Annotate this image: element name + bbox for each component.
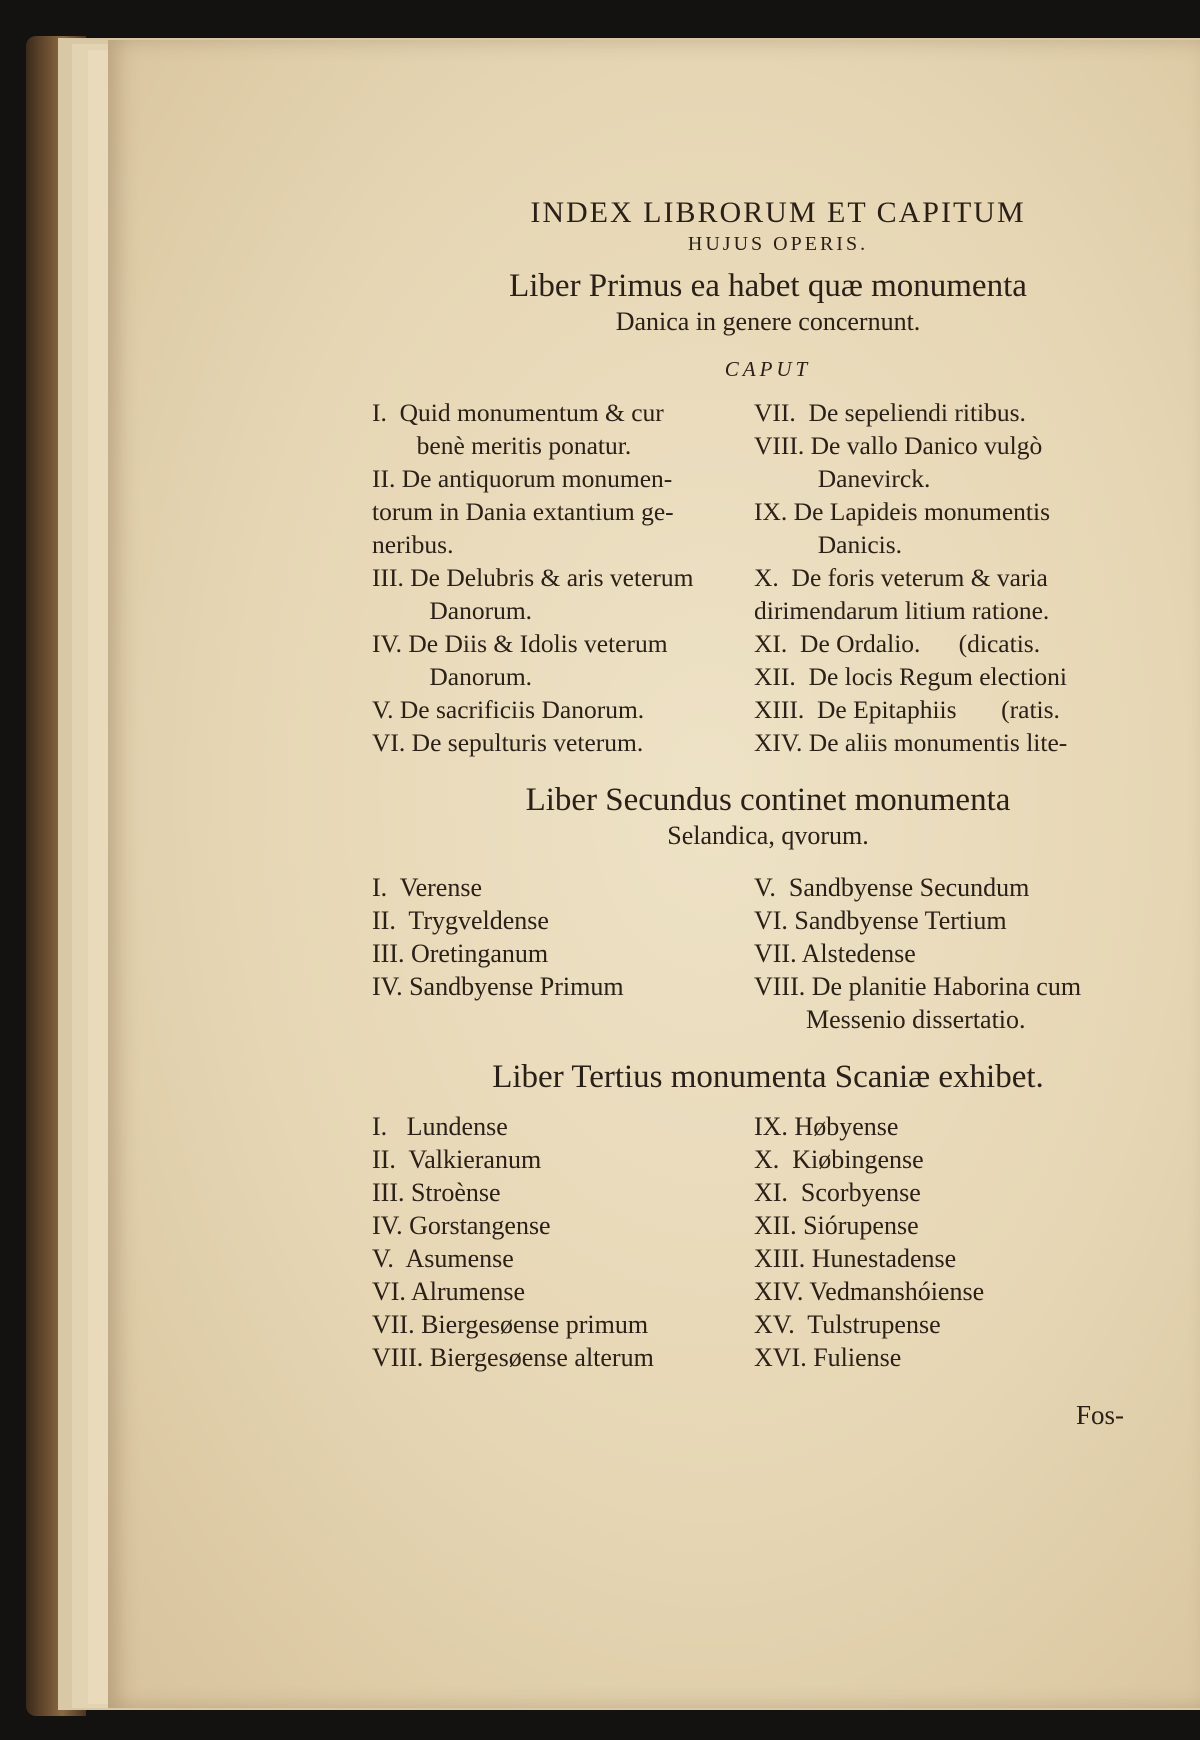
book1-heading: Liber Primus ea habet quæ monumenta (509, 268, 1027, 304)
chapter-line: XIV. Vedmanshóiense (754, 1277, 985, 1306)
chapter-line: IV. Sandbyense Primum (372, 972, 624, 1001)
book1-subheading: Danica in genere concernunt. (615, 307, 921, 336)
chapter-line: VI. Sandbyense Tertium (754, 906, 1007, 935)
book1-chapter-columns (372, 396, 1124, 759)
chapter-line: XV. Tulstrupense (754, 1310, 941, 1339)
book1-section (372, 267, 1124, 759)
index-content (372, 195, 1124, 1374)
book2-heading: Liber Secundus continet monumenta (525, 782, 1011, 818)
book2-section (372, 781, 1124, 1036)
book3-right-column (754, 1110, 1124, 1374)
chapter-line: VI. Alrumense (372, 1277, 526, 1306)
chapter-line: VI. De sepulturis veterum. (372, 728, 644, 757)
chapter-line: VIII. De vallo Danico vulgò (754, 431, 1043, 460)
chapter-line: V. Asumense (372, 1244, 514, 1273)
chapter-line: X. De foris veterum & varia (754, 563, 1048, 592)
chapter-line: VII. Alstedense (754, 939, 916, 968)
chapter-line: III. De Delubris & aris veterum (372, 563, 694, 592)
chapter-line: IV. Gorstangense (372, 1211, 551, 1240)
book3-chapter-columns (372, 1110, 1124, 1374)
book3-section (372, 1058, 1124, 1374)
chapter-line: torum in Dania extantium ge- (372, 497, 674, 526)
chapter-line: Danorum. (372, 662, 533, 691)
chapter-line: I. Quid monumentum & cur (372, 398, 664, 427)
book1-right-column (754, 396, 1124, 759)
chapter-line: V. De sacrificiis Danorum. (372, 695, 645, 724)
book2-right-column (754, 871, 1124, 1036)
chapter-line: I. Verense (372, 873, 482, 902)
chapter-line: XIV. De aliis monumentis lite- (754, 728, 1068, 757)
chapter-line: neribus. (372, 530, 454, 559)
book2-subheading: Selandica, qvorum. (667, 821, 869, 850)
chapter-line: Danorum. (372, 596, 533, 625)
index-title: INDEX LIBRORUM ET CAPITUM (530, 196, 1026, 229)
chapter-line: Messenio dissertatio. (754, 1005, 1026, 1034)
chapter-line: IV. De Diis & Idolis veterum (372, 629, 668, 658)
chapter-line: XI. Scorbyense (754, 1178, 921, 1207)
chapter-line: XI. De Ordalio. (dicatis. (754, 629, 1041, 658)
chapter-line: VII. Biergesøense primum (372, 1310, 649, 1339)
chapter-line: benè meritis ponatur. (372, 431, 632, 460)
book1-left-column (372, 396, 754, 759)
chapter-line: X. Kiøbingense (754, 1145, 924, 1174)
book2-chapter-columns (372, 871, 1124, 1036)
catchword: Fos- (1076, 1400, 1125, 1430)
book3-left-column (372, 1110, 754, 1374)
book3-heading: Liber Tertius monumenta Scaniæ exhibet. (492, 1059, 1044, 1095)
chapter-line: II. De antiquorum monumen- (372, 464, 673, 493)
chapter-line: III. Stroènse (372, 1178, 501, 1207)
chapter-line: II. Valkieranum (372, 1145, 542, 1174)
chapter-line: XIII. Hunestadense (754, 1244, 957, 1273)
chapter-line: I. Lundense (372, 1112, 508, 1141)
chapter-line: II. Trygveldense (372, 906, 549, 935)
chapter-line: XII. Siórupense (754, 1211, 919, 1240)
chapter-line: dirimendarum litium ratione. (754, 596, 1050, 625)
index-subtitle: HUJUS OPERIS. (687, 233, 869, 255)
book2-left-column (372, 871, 754, 1036)
chapter-line: V. Sandbyense Secundum (754, 873, 1030, 902)
chapter-line: Danevirck. (754, 464, 931, 493)
chapter-line: XVI. Fuliense (754, 1343, 902, 1372)
chapter-line: IX. De Lapideis monumentis (754, 497, 1051, 526)
chapter-line: XIII. De Epitaphiis (ratis. (754, 695, 1060, 724)
chapter-line: VIII. De planitie Haborina cum (754, 972, 1082, 1001)
chapter-line: Danicis. (754, 530, 903, 559)
chapter-line: III. Oretinganum (372, 939, 549, 968)
chapter-line: VII. De sepeliendi ritibus. (754, 398, 1026, 427)
caput-label: CAPUT (724, 357, 812, 381)
chapter-line: IX. Høbyense (754, 1112, 899, 1141)
chapter-line: VIII. Biergesøense alterum (372, 1343, 654, 1372)
chapter-line: XII. De locis Regum electioni (754, 662, 1067, 691)
